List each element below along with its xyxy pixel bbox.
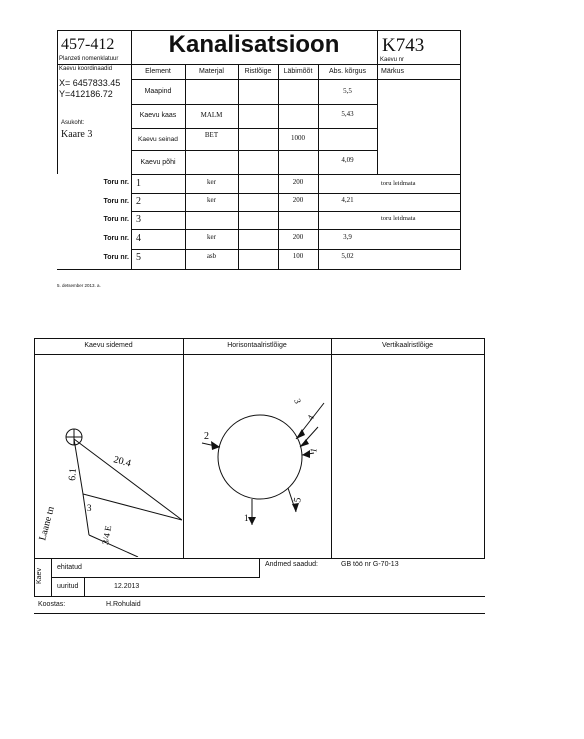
element-labimoot: 1000 [291,134,305,142]
pipe-korgus: 4,21 [341,196,354,204]
pipe-mark: 2 [204,431,209,442]
pipe-label: Toru nr. [103,254,129,261]
ehitatud-label: ehitatud [57,564,82,571]
rule [84,577,85,596]
col-header-element: Element [145,68,171,75]
tie-line-down [83,494,89,535]
rule [238,64,239,269]
rule [131,174,460,175]
pipe-labimoot: 200 [292,196,304,204]
pipe-markus: toru leidmata [381,215,416,222]
planzett-label: Planzeti nomenklatuur [59,56,119,62]
pipe-material: ker [207,196,216,204]
sidemed-lines [66,429,182,557]
pipe-labimoot: 100 [292,252,304,260]
sidemed-header: Kaevu sidemed [84,342,133,349]
pipe-labimoot: 200 [292,233,304,241]
pipe-markus: toru leidmata [381,180,416,187]
kaev-label: Kaev [36,568,43,584]
coord-y: Y=412186.72 [59,89,113,99]
well-circle [218,415,302,499]
andmed-label: Andmed saadud: [265,561,318,568]
rule [460,30,461,270]
pipe-label: Toru nr. [103,235,129,242]
pipe-mark: 1 [308,447,319,454]
planzett-number: 457-412 [61,36,115,53]
vertikaal-header: Vertikaalristlõige [382,342,433,349]
pipe-nr: 3 [136,214,141,225]
element-korgus: 5,43 [341,110,354,118]
rule [131,104,377,105]
col-header-material: Materjal [199,68,224,75]
horisontaal-sketch [184,355,330,557]
rule [34,596,485,597]
date-note: 5. detsember 2013. a. [57,283,101,288]
pipe-material: ker [207,178,216,186]
rule [51,577,259,578]
pipe-mark: 4 [305,413,316,422]
pipe-label: Toru nr. [103,179,129,186]
coord-x: X= 6457833.45 [59,78,121,88]
distance-label: 6.1 [67,467,80,482]
andmed-value: GB töö nr G-70-13 [341,561,399,568]
number-label: 3 [87,503,92,513]
col-header-markus: Märkus [381,68,404,75]
pipe-material: ker [207,233,216,241]
pipe-label: Toru nr. [103,216,129,223]
coords-label: Kaevu koordinaadid [59,66,113,72]
uuritud-value: 12.2013 [114,583,140,590]
element-korgus: 4,09 [341,156,354,164]
asukoht-label: Asukoht: [61,120,85,126]
rule [131,193,460,194]
kaevu-nr: K743 [382,35,425,56]
rule [131,174,132,269]
pipe-nr: 2 [136,196,141,207]
pipe-korgus: 3,9 [343,233,352,241]
element-material: MALM [200,111,223,119]
arrow-icon [248,517,256,525]
rule [131,128,377,129]
pipe-nr: 1 [136,178,141,189]
rule [131,211,460,212]
arrow-icon [292,503,299,512]
rule [34,338,485,339]
kaevu-nr-label: Kaevu nr [380,57,405,63]
rule [57,64,461,65]
pipe-nr: 4 [136,233,141,244]
street-line [89,535,138,557]
street-label: Laane tn [37,505,57,542]
col-header-labimoot: Läbimõõt [283,68,313,75]
rule [377,30,378,174]
pipe-label: Toru nr. [103,198,129,205]
rule [131,249,460,250]
koostas-label: Koostas: [38,601,66,608]
pipe-labimoot: 200 [292,178,304,186]
rule [131,150,377,151]
element-korgus: 5,5 [343,87,352,95]
col-header-ristloige: Ristlõige [244,68,272,75]
pipe-nr: 5 [136,252,141,263]
horisontaal-header: Horisontaalristlõige [227,342,287,349]
rule [131,229,460,230]
page-title: Kanalisatsioon [168,31,340,58]
element-name: Kaevu põhi [140,159,176,166]
pipe-material: asb [206,252,217,260]
uuritud-label: uuritud [57,583,79,590]
asukoht-value: Kaare 3 [61,129,93,140]
pipe-mark: 5 [292,496,304,504]
element-name: Kaevu kaas [139,112,177,119]
arrow-icon [296,429,305,439]
rule [484,338,485,558]
pipe-korgus: 5,02 [341,252,354,260]
element-name: Kaevu seinad [138,136,178,143]
element-name: Maapind [144,88,172,95]
rule [57,269,461,270]
koostas-value: H.Rohulaid [106,601,141,608]
rule [34,613,485,614]
sidemed-sketch [35,355,182,557]
pipe-mark: 3 [292,397,304,405]
element-material: BET [204,131,219,139]
rule [57,30,58,174]
col-header-korgus: Abs. kõrgus [329,68,366,75]
arrow-icon [300,439,309,447]
distance-label: 20.4 [112,454,132,470]
rule [259,558,260,578]
rule [131,79,460,80]
pipe-mark: 1 [244,513,249,523]
rule [331,338,332,558]
house-label: 3/4 E [100,524,114,546]
